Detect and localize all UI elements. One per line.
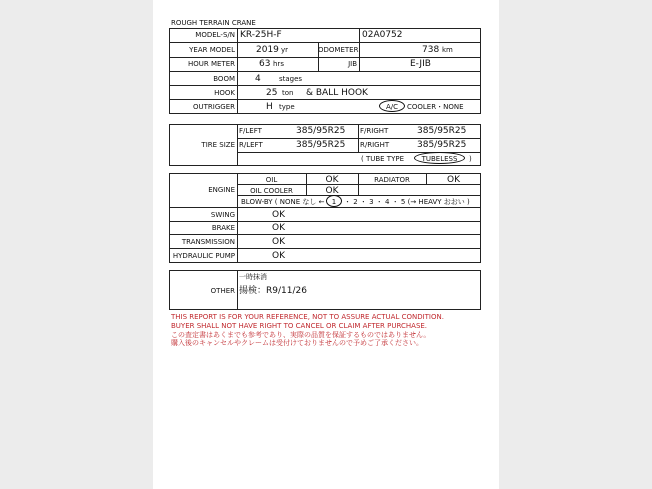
swing-value: OK: [272, 210, 285, 220]
report-title: ROUGH TERRAIN CRANE: [171, 19, 256, 27]
brake-value: OK: [272, 223, 285, 233]
oil-cooler-value: OK: [325, 186, 339, 196]
odometer-unit: km: [442, 46, 453, 54]
other-line-2: 揚検：R9/11/26: [239, 286, 307, 296]
year-label: YEAR MODEL: [189, 46, 235, 54]
model-value: KR-25H-F: [240, 30, 282, 40]
jib-value: E-JIB: [410, 59, 431, 69]
engine-label: ENGINE: [208, 186, 235, 194]
hook-value: 25: [266, 88, 278, 98]
boom-unit: stages: [279, 75, 303, 83]
model-label: MODEL-S/N: [195, 31, 235, 39]
blowby-level-1: 1: [331, 198, 337, 206]
tire-rl-label: R/LEFT: [239, 141, 263, 149]
tube-type-text: ( TUBE TYPE: [361, 155, 405, 163]
hour-meter-label: HOUR METER: [187, 60, 235, 68]
hook-label: HOOK: [214, 89, 235, 97]
report-page: [153, 0, 499, 489]
hook-unit: ton: [282, 89, 294, 97]
hour-meter-value: 63: [259, 59, 271, 69]
boom-value: 4: [255, 74, 261, 84]
year-value: 2019: [256, 45, 279, 55]
radiator-value: OK: [447, 175, 460, 185]
hour-meter-unit: hrs: [273, 60, 284, 68]
blowby-levels: ・ 2 ・ 3 ・ 4 ・ 5 (→ HEAVY おおい ): [344, 198, 470, 206]
disclaimer-line-3: この査定書はあくまでも参考であり、実際の品質を保証するものではありません。: [171, 331, 431, 339]
tire-fl-value: 385/95R25: [296, 126, 346, 136]
tire-rr-label: R/RIGHT: [360, 141, 390, 149]
disclaimer-line-2: BUYER SHALL NOT HAVE RIGHT TO CANCEL OR CLAIM AFTER PURCHASE.: [171, 322, 428, 330]
other-line-1: 一時抹消: [239, 273, 267, 281]
transmission-value: OK: [272, 237, 285, 247]
serial-value: 02A0752: [362, 30, 403, 40]
tube-close-paren: ): [469, 155, 472, 163]
tire-rr-value: 385/95R25: [417, 140, 467, 150]
hydraulic-pump-label: HYDRAULIC PUMP: [172, 252, 235, 260]
hydraulic-pump-value: OK: [272, 251, 285, 261]
hook-extra: & BALL HOOK: [306, 88, 368, 98]
tire-rl-value: 385/95R25: [296, 140, 346, 150]
disclaimer-line-1: THIS REPORT IS FOR YOUR REFERENCE, NOT TO ASSURE ACTUAL CONDITION.: [171, 313, 444, 321]
brake-label: BRAKE: [211, 224, 235, 232]
outrigger-unit: type: [279, 103, 295, 111]
blowby-text: BLOW-BY ( NONE なし ←: [241, 198, 325, 206]
outrigger-label: OUTRIGGER: [193, 103, 235, 111]
swing-label: SWING: [210, 211, 235, 219]
tubeless-option: TUBELESS: [421, 155, 458, 163]
cooler-text: COOLER・NONE: [407, 103, 464, 111]
odometer-value: 738: [422, 45, 440, 55]
tire-size-label: TIRE SIZE: [201, 141, 235, 149]
radiator-label: RADIATOR: [374, 176, 410, 184]
jib-label: JIB: [348, 60, 357, 68]
ac-option: A/C: [385, 103, 399, 111]
other-label: OTHER: [210, 287, 235, 295]
tire-fl-label: F/LEFT: [239, 127, 262, 135]
year-unit: yr: [281, 46, 289, 54]
odometer-label: ODOMETER: [318, 46, 359, 54]
outrigger-value: H: [266, 102, 273, 112]
oil-cooler-label: OIL COOLER: [250, 187, 293, 195]
oil-value: OK: [325, 175, 339, 185]
tire-fr-label: F/RIGHT: [360, 127, 389, 135]
boom-label: BOOM: [213, 75, 235, 83]
disclaimer-line-4: 購入後のキャンセルやクレームは受付けておりませんので予めご了承ください。: [171, 339, 423, 347]
oil-label: OIL: [265, 176, 278, 184]
transmission-label: TRANSMISSION: [181, 238, 235, 246]
tire-fr-value: 385/95R25: [417, 126, 467, 136]
